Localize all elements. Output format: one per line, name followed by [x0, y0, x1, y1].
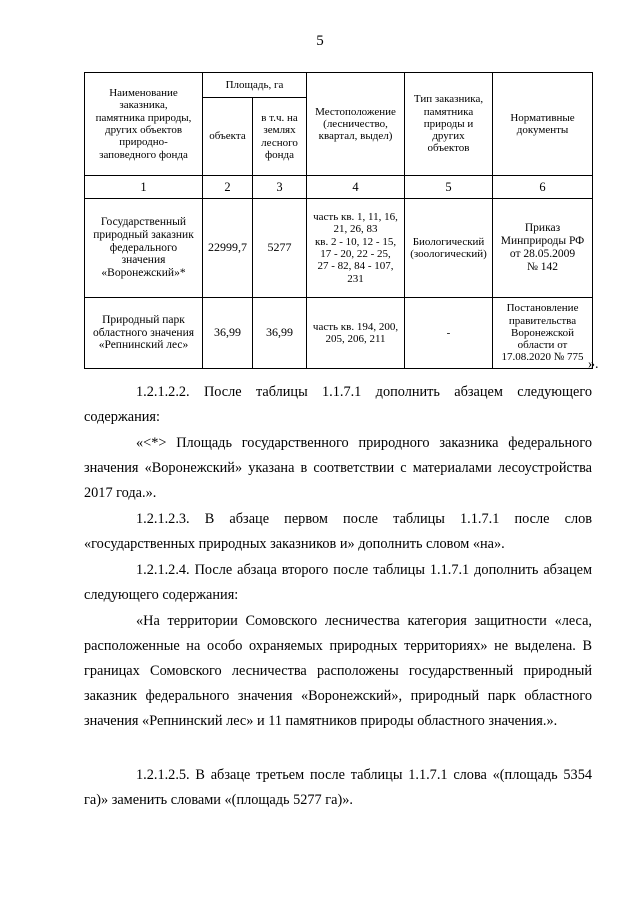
table-row [85, 298, 593, 369]
row-type: Биологический (зоологический) [405, 199, 493, 298]
paragraph-4: 1.2.1.2.4. После абзаца второго после таблицы 1.1.7.1 дополнить абзацем следующего содержания: [84, 562, 592, 603]
column-number-row [85, 176, 593, 199]
column-number: 5 [405, 176, 493, 199]
column-number: 1 [85, 176, 203, 199]
row-area-object: 36,99 [203, 298, 253, 369]
row-area-object: 22999,7 [203, 199, 253, 298]
page-number: 5 [316, 33, 324, 49]
row-type: - [405, 298, 493, 369]
row-location: часть кв. 1, 11, 16, 21, 26, 83 кв. 2 - 10, 12 - 15, 17 - 20, 22 - 25, 27 - 82, 84 - 107, 231 [307, 199, 405, 298]
header-name: Наименование заказника, памятника природы, других объектов природно- заповедного фонда [85, 73, 203, 176]
header-docs: Нормативные документы [493, 73, 593, 176]
column-number: 4 [307, 176, 405, 199]
row-area-forest: 5277 [253, 199, 307, 298]
paragraph-2: «<*> Площадь государственного природного заказника федерального значения «Воронежский» указана в соответствии с материалами лесоустройства 2017 года.». [84, 435, 592, 501]
header-area-object: объекта [203, 98, 253, 176]
header-location: Местоположение (лесничество, квартал, выдел) [307, 73, 405, 176]
header-area: Площадь, га [203, 73, 307, 98]
table-row [85, 199, 593, 298]
table-header-row [85, 73, 593, 98]
paragraph-6: 1.2.1.2.5. В абзаце третьем после таблицы 1.1.7.1 слова «(площадь 5354 га)» заменить словами «(площадь 5277 га)». [84, 767, 592, 808]
row-location: часть кв. 194, 200, 205, 206, 211 [307, 298, 405, 369]
paragraph-5: «На территории Сомовского лесничества категория защитности «леса, расположенные на особо охраняемых природных территориях» не выделена. В границах Сомовского лесничества расположены государственный природный заказник федерального значения «Воронежский», природный парк областного значения «Репнинский лес» и 11 памятников природы областного значения.». [84, 613, 592, 729]
row-docs: Постановление правительства Воронежской области от 17.08.2020 № 775 [493, 298, 593, 369]
table-closing-quote: ». [588, 357, 599, 372]
header-area-forest: в т.ч. на землях лесного фонда [253, 98, 307, 176]
column-number: 2 [203, 176, 253, 199]
row-docs: Приказ Минприроды РФ от 28.05.2009 № 142 [493, 199, 593, 298]
header-type: Тип заказника, памятника природы и других объектов [405, 73, 493, 176]
row-name: Государственный природный заказник федерального значения «Воронежский»* [85, 199, 203, 298]
column-number: 3 [253, 176, 307, 199]
row-name: Природный парк областного значения «Репнинский лес» [85, 298, 203, 369]
column-number: 6 [493, 176, 593, 199]
nature-reserves-table [84, 72, 593, 369]
paragraph-1: 1.2.1.2.2. После таблицы 1.1.7.1 дополнить абзацем следующего содержания: [84, 384, 592, 425]
row-area-forest: 36,99 [253, 298, 307, 369]
paragraph-3: 1.2.1.2.3. В абзаце первом после таблицы 1.1.7.1 после слов «государственных природных заказников и» дополнить словом «на». [84, 511, 592, 552]
